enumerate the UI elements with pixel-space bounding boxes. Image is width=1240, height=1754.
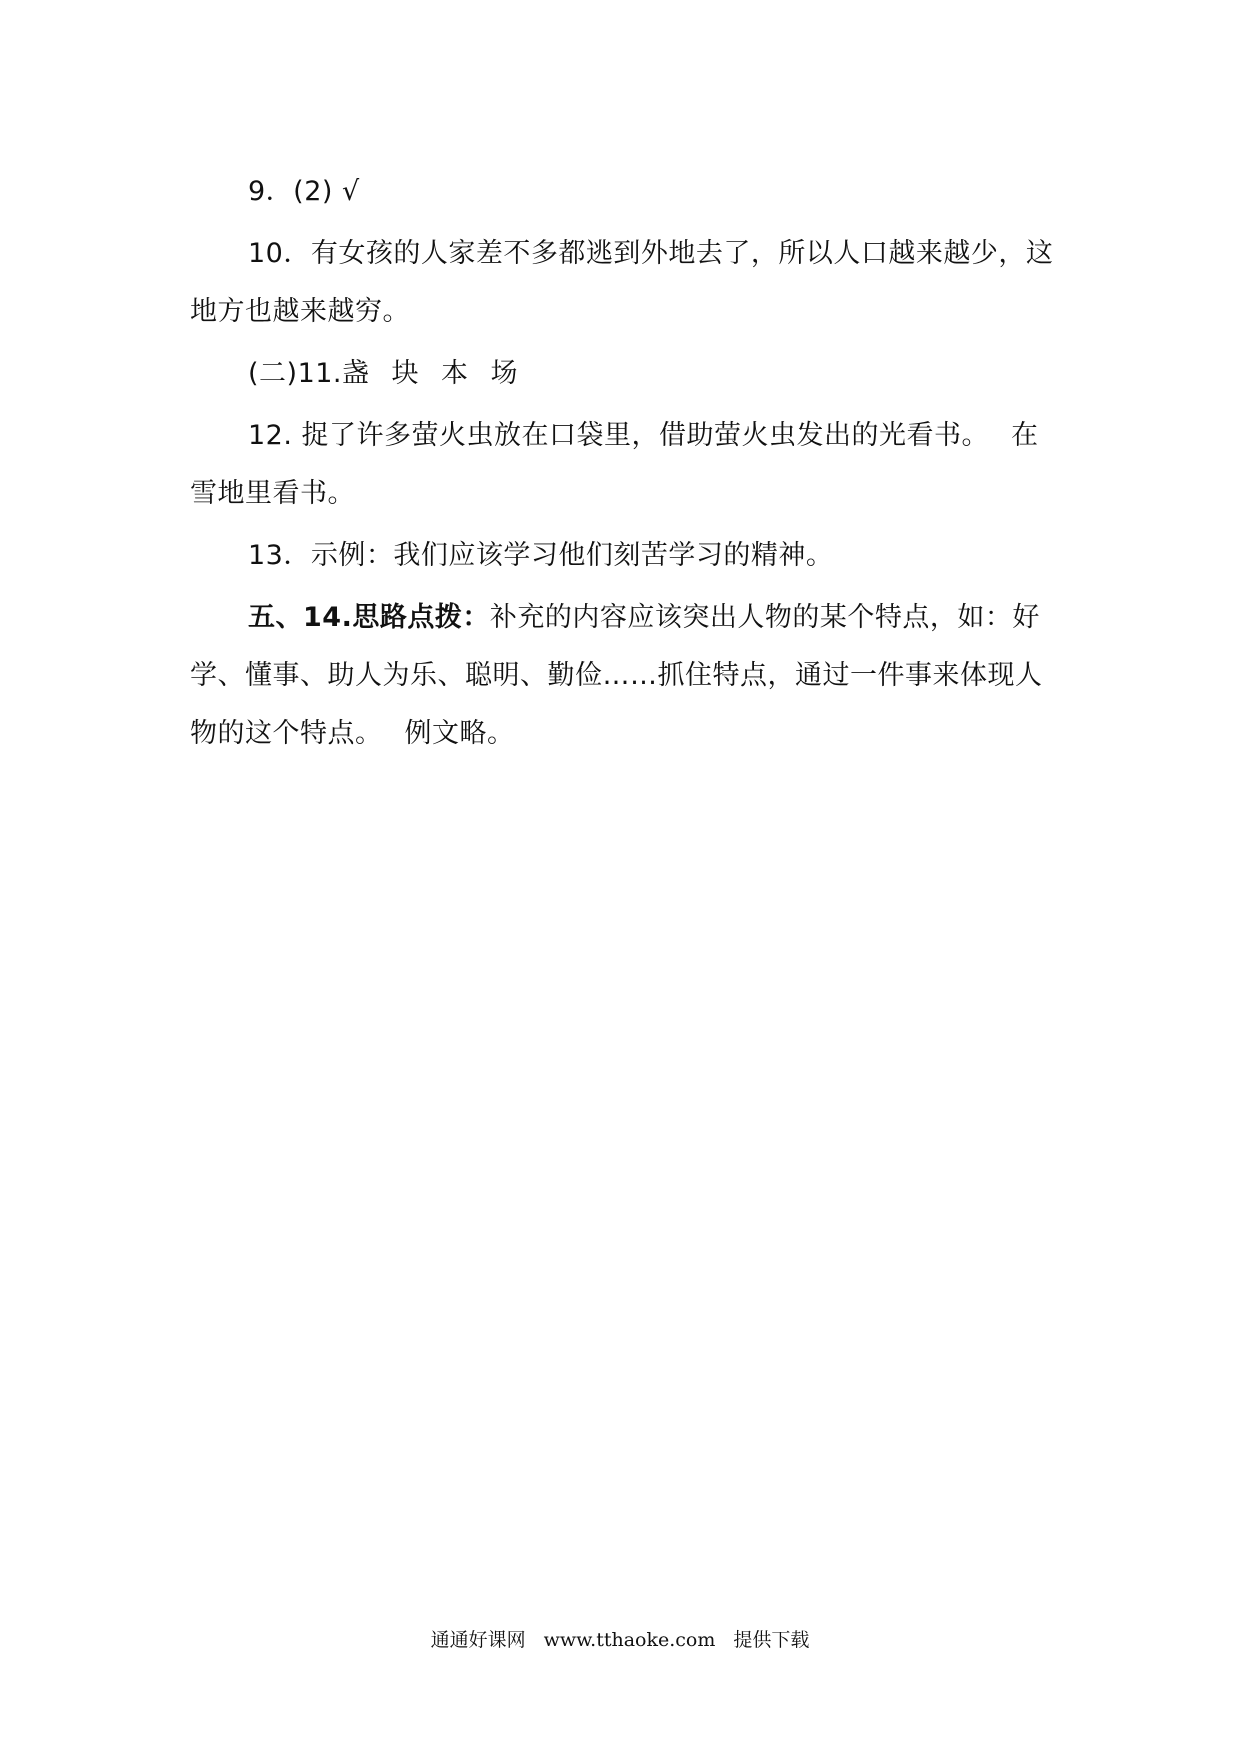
answer-14-tail: 例文略。 <box>404 718 515 749</box>
answer-11 <box>190 345 1060 403</box>
answer-13 <box>190 527 1060 585</box>
answer-10-text: 10．有女孩的人家差不多都逃到外地去了，所以人口越来越少，这地方也越来越穷。 <box>190 238 1054 327</box>
page-footer <box>0 1625 1240 1652</box>
answer-9 <box>190 163 1060 221</box>
answer-12-part1: 12. 捉了许多萤火虫放在口袋里，借助萤火虫发出的光看书。 <box>248 420 990 451</box>
answer-10 <box>190 225 1060 341</box>
answer-12 <box>190 407 1060 523</box>
footer-url[interactable]: www.tthaoke.com <box>543 1629 716 1651</box>
answer-content <box>190 163 1060 767</box>
answer-11-word: 本 <box>441 358 469 389</box>
answer-14-text: 补充的内容应该突出人物的某个特点，如：好学、懂事、助人为乐、聪明、勤俭……抓住特点，通过一件事来体现人物的这个特点。 <box>190 602 1043 749</box>
answer-9-text: 9．(2) √ <box>248 176 360 207</box>
answer-11-word: 场 <box>490 358 519 389</box>
answer-11-word: 块 <box>391 358 420 389</box>
answer-11-prefix: (二)11. <box>248 358 343 389</box>
answer-11-word: 盏 <box>342 358 370 389</box>
answer-14 <box>190 589 1060 763</box>
footer-site-name: 通通好课网 <box>430 1629 526 1651</box>
footer-suffix: 提供下载 <box>733 1629 810 1651</box>
answer-13-text: 13．示例：我们应该学习他们刻苦学习的精神。 <box>248 540 834 571</box>
answer-12-part2: 在雪地里看书。 <box>190 420 1039 509</box>
answer-14-label: 五、14.思路点拨： <box>248 602 490 633</box>
